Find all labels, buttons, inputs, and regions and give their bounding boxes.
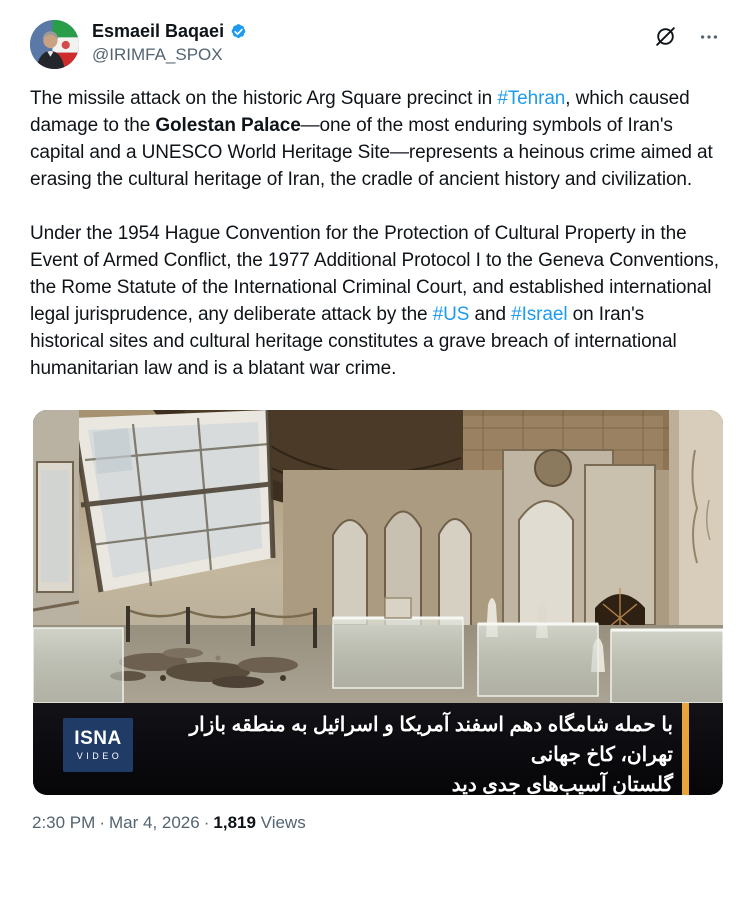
- video-caption-banner: [33, 703, 723, 795]
- caption-line-1: با حمله شامگاه دهم اسفند آمریکا و اسرائیل به منطقه بازار تهران، کاخ جهانی: [189, 714, 673, 766]
- isna-video-logo: [63, 718, 133, 772]
- user-block: [92, 20, 653, 65]
- views-label: Views: [260, 813, 306, 832]
- more-icon[interactable]: [698, 26, 720, 48]
- separator-dot: ·: [203, 813, 210, 832]
- isna-logo-title: ISNA: [74, 728, 122, 749]
- text-segment: —one of the most enduring symbols of Iran's capital and a UNESCO World Heritage Site—represents a heinous crime aimed at erasing the cultural heritage of Iran, the cradle of ancient history and civilization.: [30, 115, 713, 190]
- user-handle[interactable]: @IRIMFA_SPOX: [92, 45, 223, 64]
- hashtag-us[interactable]: #US: [432, 304, 470, 325]
- text-segment: The missile attack on the historic Arg Square precinct in: [30, 88, 498, 109]
- date-posted: Mar 4, 2026: [108, 813, 200, 832]
- avatar[interactable]: [30, 20, 79, 69]
- caption-accent-bar: [682, 703, 689, 795]
- time-posted: 2:30 PM: [32, 813, 96, 832]
- tweet-text: [30, 85, 720, 382]
- separator-dot: ·: [99, 813, 105, 832]
- tweet-paragraph-2: [30, 220, 720, 382]
- display-name[interactable]: Esmaeil Baqaei: [92, 21, 225, 41]
- text-segment: and: [469, 304, 512, 325]
- hashtag-tehran[interactable]: #Tehran: [497, 88, 566, 109]
- tweet-media-image[interactable]: [33, 410, 723, 795]
- views-count: 1,819: [213, 813, 256, 832]
- text-segment: , which caused damage to the: [30, 88, 690, 136]
- verified-badge-icon: [229, 22, 248, 41]
- text-segment: on Iran's historical sites and cultural heritage constitutes a grave breach of international humanitarian law and is a blatant war crime.: [30, 304, 677, 379]
- grok-icon[interactable]: [653, 24, 678, 49]
- isna-logo-subtitle: VIDEO: [76, 751, 123, 761]
- caption-line-2: گلستان آسیب‌های جدی دید: [451, 774, 673, 795]
- tweet-timestamp: [30, 813, 720, 833]
- bold-golestan-palace: Golestan Palace: [155, 115, 301, 136]
- video-caption-text: [183, 710, 673, 795]
- palace-interior-illustration: [33, 410, 723, 703]
- text-segment: Under the 1954 Hague Convention for the Protection of Cultural Property in the Event of Armed Conflict, the 1977 Additional Protocol I to the Geneva Conventions, the Rome Statute of the International Criminal Court, and established international legal jurisprudence, any deliberate attack by the: [30, 223, 719, 325]
- tweet-paragraph-1: [30, 85, 720, 193]
- tweet-header: [30, 20, 720, 69]
- hashtag-israel[interactable]: #Israel: [511, 304, 568, 325]
- header-icons: [653, 20, 720, 49]
- avatar-image: [30, 20, 79, 69]
